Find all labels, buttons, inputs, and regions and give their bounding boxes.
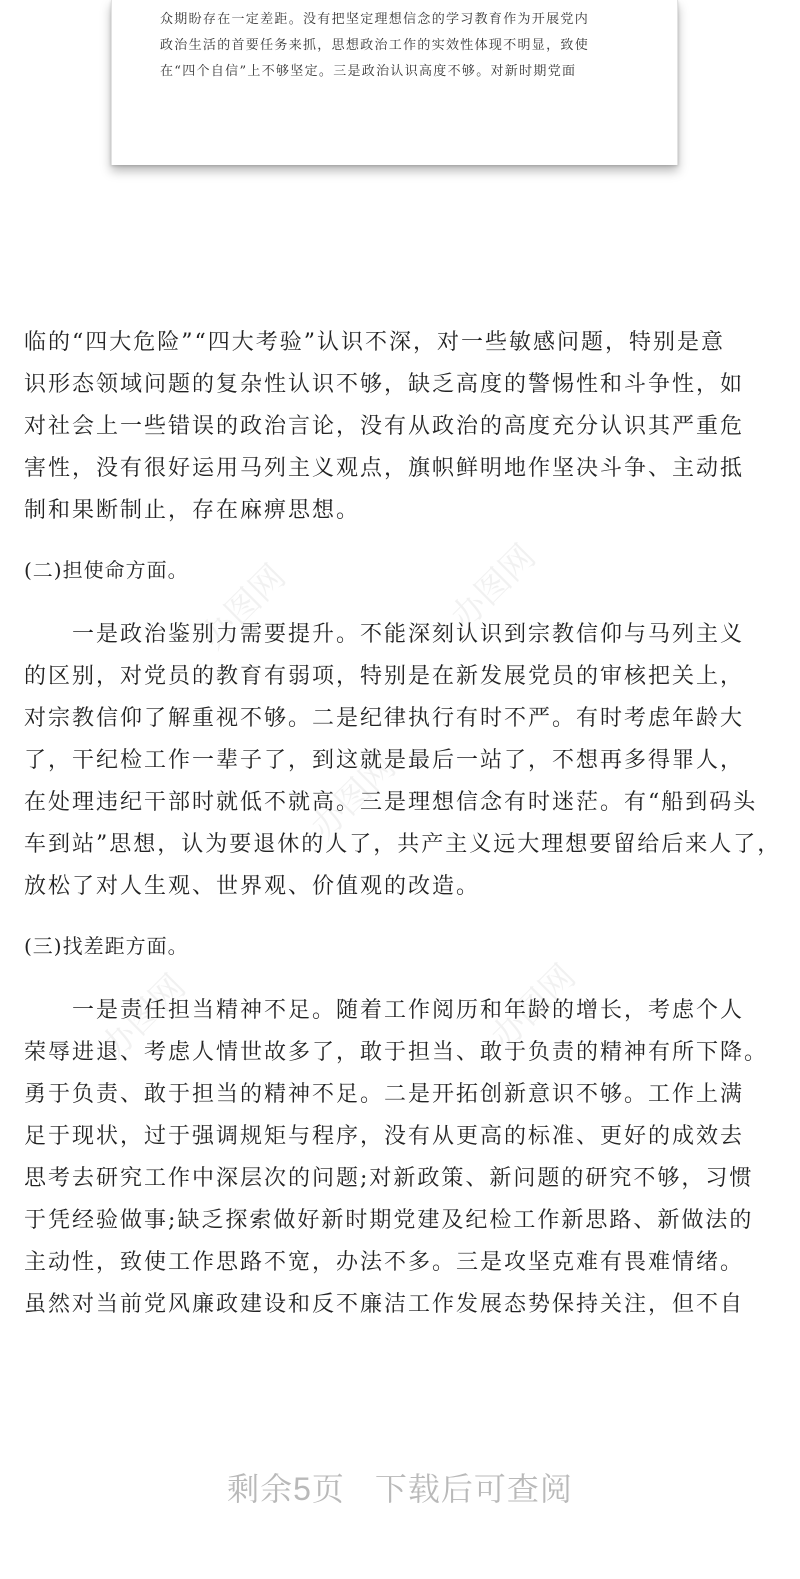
text-line: 害性，没有很好运用马列主义观点，旗帜鲜明地作坚决斗争、主动抵 <box>24 456 745 481</box>
text-line: 临的“四大危险”“四大考验”认识不深，对一些敏感问题，特别是意 <box>24 330 725 355</box>
preview-line: 在“四个自信”上不够坚定。三是政治认识高度不够。对新时期党面 <box>160 64 577 79</box>
text-line: 虽然对当前党风廉政建设和反不廉洁工作发展态势保持关注，但不自 <box>24 1292 745 1317</box>
text-line: 足于现状，过于强调规矩与程序，没有从更高的标准、更好的成效去 <box>24 1124 745 1149</box>
watermark: 办图网 <box>443 536 544 638</box>
text-line: 在处理违纪干部时就低不就高。三是理想信念有时迷茫。有“船到码头 <box>24 790 758 815</box>
text-line: 放松了对人生观、世界观、价值观的改造。 <box>24 874 481 899</box>
text-line: 主动性，致使工作思路不宽，办法不多。三是攻坚克难有畏难情绪。 <box>24 1250 745 1275</box>
text-line: 勇于负责、敢于担当的精神不足。二是开拓创新意识不够。工作上满 <box>24 1082 745 1107</box>
watermark: 办图网 <box>483 956 584 1058</box>
watermark: 办图网 <box>193 556 294 658</box>
text-line: 于凭经验做事;缺乏探索做好新时期党建及纪检工作新思路、新做法的 <box>24 1208 754 1233</box>
text-line: 荣辱进退、考虑人情世故多了，敢于担当、敢于负责的精神有所下降。 <box>24 1040 769 1065</box>
preview-line: 众期盼存在一定差距。没有把坚定理想信念的学习教育作为开展党内 <box>160 12 590 27</box>
paragraph <box>24 614 782 908</box>
download-to-read-label: 下载后可查阅 <box>374 1471 573 1507</box>
remaining-pages-label: 剩余5页 <box>227 1471 345 1507</box>
text-line: 一是政治鉴别力需要提升。不能深刻认识到宗教信仰与马列主义 <box>24 622 745 647</box>
text-line: 一是责任担当精神不足。随着工作阅历和年龄的增长，考虑个人 <box>24 998 745 1023</box>
text-line: 对社会上一些错误的政治言论，没有从政治的高度充分认识其严重危 <box>24 414 745 439</box>
text-line: 了，干纪检工作一辈子了，到这就是最后一站了，不想再多得罪人， <box>24 748 745 773</box>
section-heading: (二)担使命方面。 <box>24 558 189 582</box>
download-prompt[interactable] <box>0 1464 800 1510</box>
section-heading: (三)找差距方面。 <box>24 934 189 958</box>
preview-text <box>160 7 640 85</box>
text-line: 识形态领域问题的复杂性认识不够，缺乏高度的警惕性和斗争性，如 <box>24 372 745 397</box>
document-body <box>24 322 782 1326</box>
text-line: 制和果断制止，存在麻痹思想。 <box>24 498 361 523</box>
watermark: 办图网 <box>303 746 404 848</box>
text-line: 思考去研究工作中深层次的问题;对新政策、新问题的研究不够，习惯 <box>24 1166 754 1191</box>
paragraph <box>24 322 776 532</box>
preview-page-card <box>111 0 678 165</box>
preview-line: 政治生活的首要任务来抓，思想政治工作的实效性体现不明显，致使 <box>160 38 590 53</box>
watermark: 办图网 <box>93 966 194 1068</box>
text-line: 车到站”思想，认为要退休的人了，共产主义远大理想要留给后来人了， <box>24 832 782 857</box>
text-line: 对宗教信仰了解重视不够。二是纪律执行有时不严。有时考虑年龄大 <box>24 706 745 731</box>
paragraph <box>24 990 776 1326</box>
text-line: 的区别，对党员的教育有弱项，特别是在新发展党员的审核把关上， <box>24 664 745 689</box>
